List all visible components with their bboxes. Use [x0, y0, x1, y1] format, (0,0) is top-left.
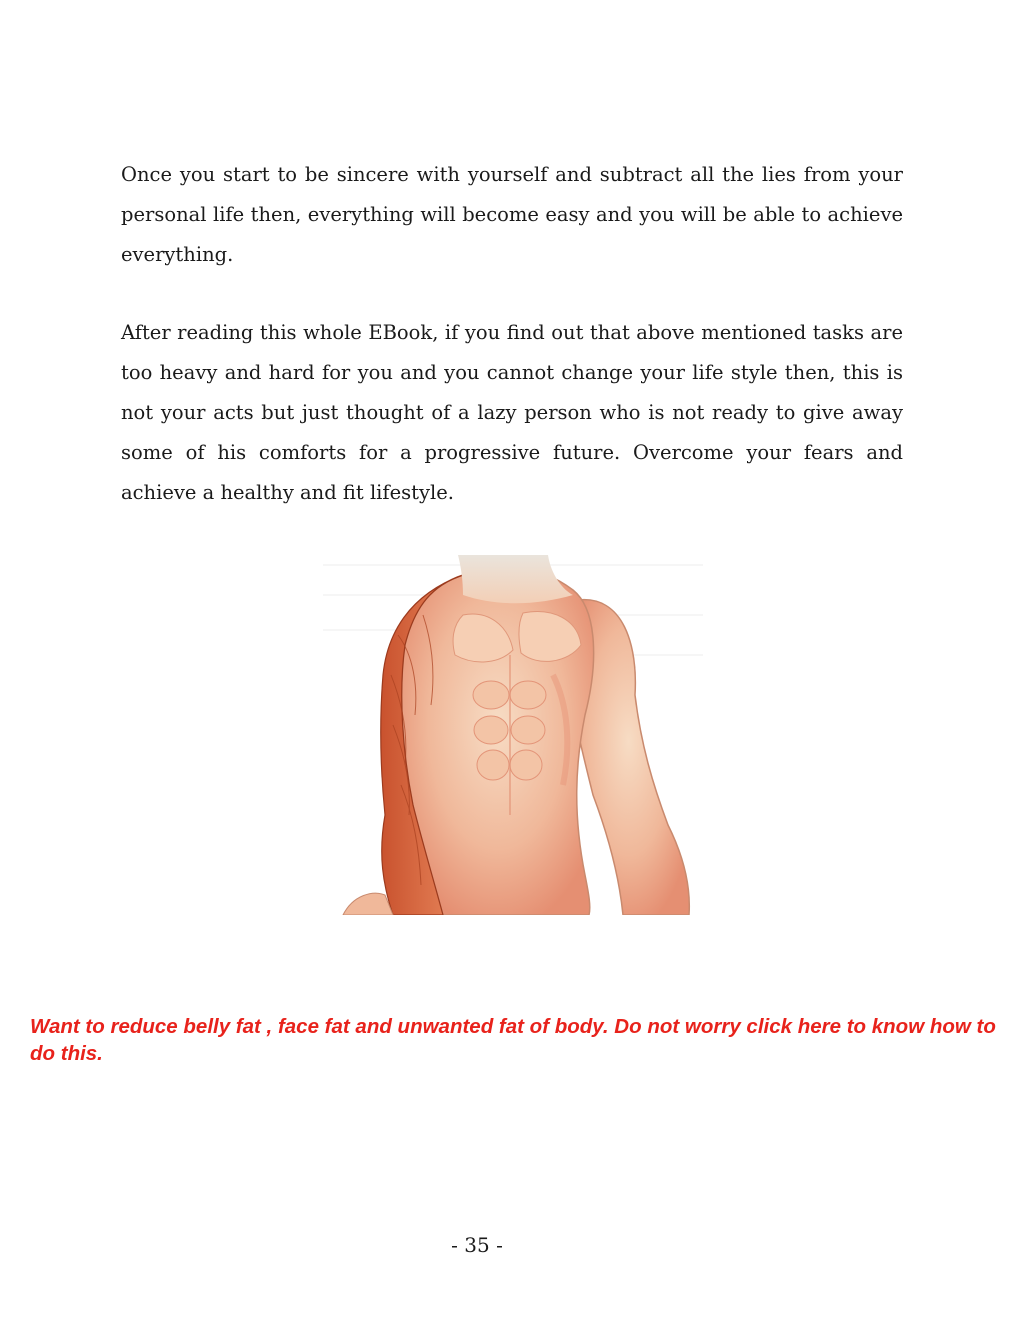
promo-link[interactable]: Want to reduce belly fat , face fat and unwanted fat of body. Do not worry click here to know how to do this.	[30, 1015, 996, 1065]
muscle-anatomy-illustration	[323, 555, 703, 915]
page-number: - 35 -	[451, 1233, 503, 1257]
body-paragraph-2: After reading this whole EBook, if you find out that above mentioned tasks are too heavy and hard for you and you cannot change your life style then, this is not your acts but just thought of a lazy person who is not ready to give away some of his comforts for a progressive future. Overcome your fears and achieve a healthy and fit lifestyle.	[121, 321, 903, 504]
body-paragraph-1: Once you start to be sincere with yourself and subtract all the lies from your personal life then, everything will become easy and you will be able to achieve everything.	[121, 163, 903, 266]
